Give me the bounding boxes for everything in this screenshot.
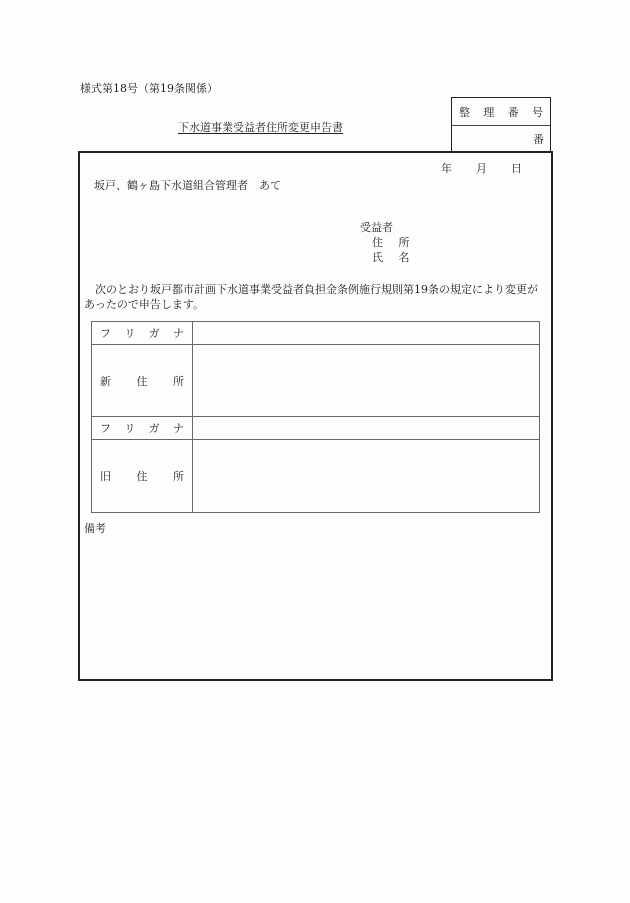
old-address-label: 旧 住 所 — [100, 470, 184, 483]
address-table — [91, 321, 540, 513]
recipient-name-field[interactable]: 氏 名 — [372, 251, 416, 264]
form-number: 様式第18号（第19条関係） — [80, 82, 218, 95]
table-row — [92, 417, 540, 440]
old-furigana-input[interactable] — [193, 417, 540, 440]
reference-number-field[interactable]: 番 — [533, 133, 544, 146]
day-label: 日 — [511, 162, 522, 175]
ref-char: 番 — [507, 105, 519, 119]
ref-char: 号 — [531, 105, 543, 119]
recipient-label: 受益者 — [360, 221, 393, 234]
ref-char: 理 — [483, 105, 495, 119]
recipient-address-field[interactable]: 住 所 — [372, 236, 416, 249]
table-row — [92, 440, 540, 513]
year-label: 年 — [441, 162, 452, 175]
addressee: 坂戸、鶴ヶ島下水道組合管理者 あて — [94, 179, 281, 192]
new-furigana-label: フ リ ガ ナ — [100, 327, 184, 340]
document-title: 下水道事業受益者住所変更申告書 — [178, 121, 343, 134]
ref-char: 整 — [459, 105, 470, 119]
month-label: 月 — [476, 162, 487, 175]
new-address-label: 新 住 所 — [100, 374, 184, 388]
reference-number-header — [452, 98, 550, 126]
date-field[interactable] — [441, 160, 522, 176]
new-address-input[interactable] — [193, 345, 540, 417]
declaration-text: 次のとおり坂戸都市計画下水道事業受益者負担金条例施行規則第19条の規定により変更があったので申告します。 — [84, 283, 538, 311]
old-address-input[interactable] — [193, 440, 540, 513]
reference-number-box — [451, 97, 551, 151]
table-row — [92, 322, 540, 345]
recipient-block — [360, 220, 416, 265]
table-row — [92, 345, 540, 417]
remarks-label: 備考 — [84, 522, 106, 535]
old-furigana-label: フ リ ガ ナ — [100, 422, 184, 435]
new-furigana-input[interactable] — [193, 322, 540, 345]
